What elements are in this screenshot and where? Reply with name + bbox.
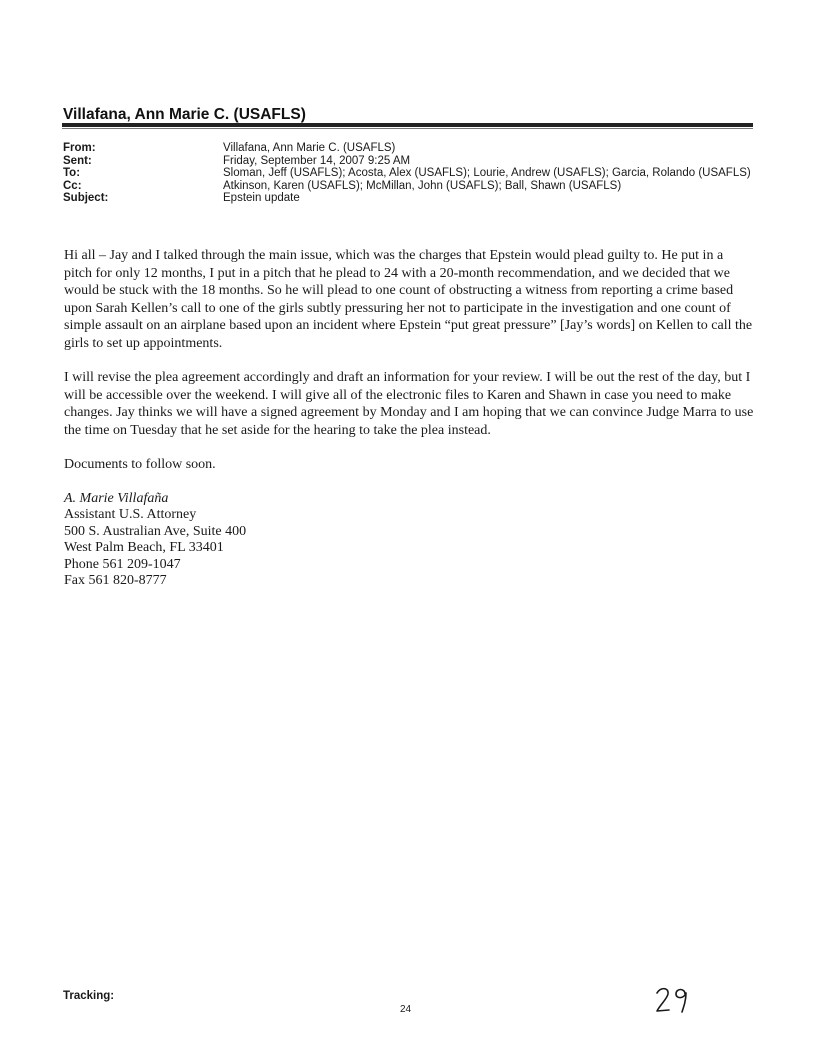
- from-value: Villafana, Ann Marie C. (USAFLS): [223, 142, 396, 154]
- sent-row: [63, 155, 763, 168]
- heading-rule-thin: [62, 128, 753, 129]
- subject-value: Epstein update: [223, 192, 300, 204]
- page-number: 24: [400, 1004, 412, 1015]
- sent-label: Sent:: [63, 154, 92, 167]
- to-row: [63, 167, 763, 180]
- cc-value: Atkinson, Karen (USAFLS); McMillan, John (USAFLS); Ball, Shawn (USAFLS): [223, 179, 622, 192]
- from-label: From:: [63, 142, 96, 154]
- body-paragraph: Documents to follow soon.: [64, 457, 216, 472]
- cc-label: Cc:: [63, 179, 82, 192]
- signature-phone: Phone 561 209-1047: [64, 556, 181, 572]
- to-value: Sloman, Jeff (USAFLS); Acosta, Alex (USAFLS); Lourie, Andrew (USAFLS); Garcia, Rolando (USAFLS): [223, 167, 751, 179]
- subject-row: [63, 192, 763, 205]
- from-row: [63, 142, 763, 155]
- to-label: To:: [63, 167, 81, 179]
- email-owner-heading: Villafana, Ann Marie C. (USAFLS): [63, 106, 306, 123]
- signature-block: [64, 491, 754, 590]
- heading-rule: [62, 123, 753, 127]
- subject-label: Subject:: [63, 192, 109, 204]
- email-body: [64, 247, 754, 590]
- body-paragraph: Hi all – Jay and I talked through the main issue, which was the charges that Epstein would plead guilty to. He put in a pitch for only 12 months, I put in a pitch that he plead to 24 with a 20-month recommendation, and we decided that we would be stuck with the 18 months. So he will plead to one count of obstructing a witness from reporting a crime based upon Sarah Kellen’s call to one of the girls subtly pressuring her not to participate in the investigation and one count of simple assault on an airplane based upon an incident where Epstein “put great pressure” [Jay’s words] on Kellen to call the girls to set up appointments.: [64, 248, 753, 351]
- sent-value: Friday, September 14, 2007 9:25 AM: [223, 154, 411, 167]
- signature-title: Assistant U.S. Attorney: [64, 507, 197, 522]
- signature-city: West Palm Beach, FL 33401: [64, 540, 224, 555]
- cc-row: [63, 180, 763, 193]
- tracking-label: Tracking:: [63, 990, 115, 1002]
- signature-address-line: 500 S. Australian Ave, Suite 400: [64, 523, 247, 539]
- email-header: [63, 142, 763, 205]
- signature-fax: Fax 561 820-8777: [64, 573, 167, 588]
- body-paragraph: I will revise the plea agreement accordingly and draft an information for your review. I will be out the rest of the day, but I will be accessible over the weekend. I will give all of the electronic files to Karen and Shawn in case you need to make changes. Jay thinks we will have a signed agreement by Monday and I am hoping that we can convince Judge Marra to use the time on Tuesday that he set aside for the hearing to take the plea instead.: [64, 370, 754, 438]
- handwritten-page-mark: [655, 985, 695, 1013]
- signature-name: A. Marie Villafaña: [64, 490, 169, 506]
